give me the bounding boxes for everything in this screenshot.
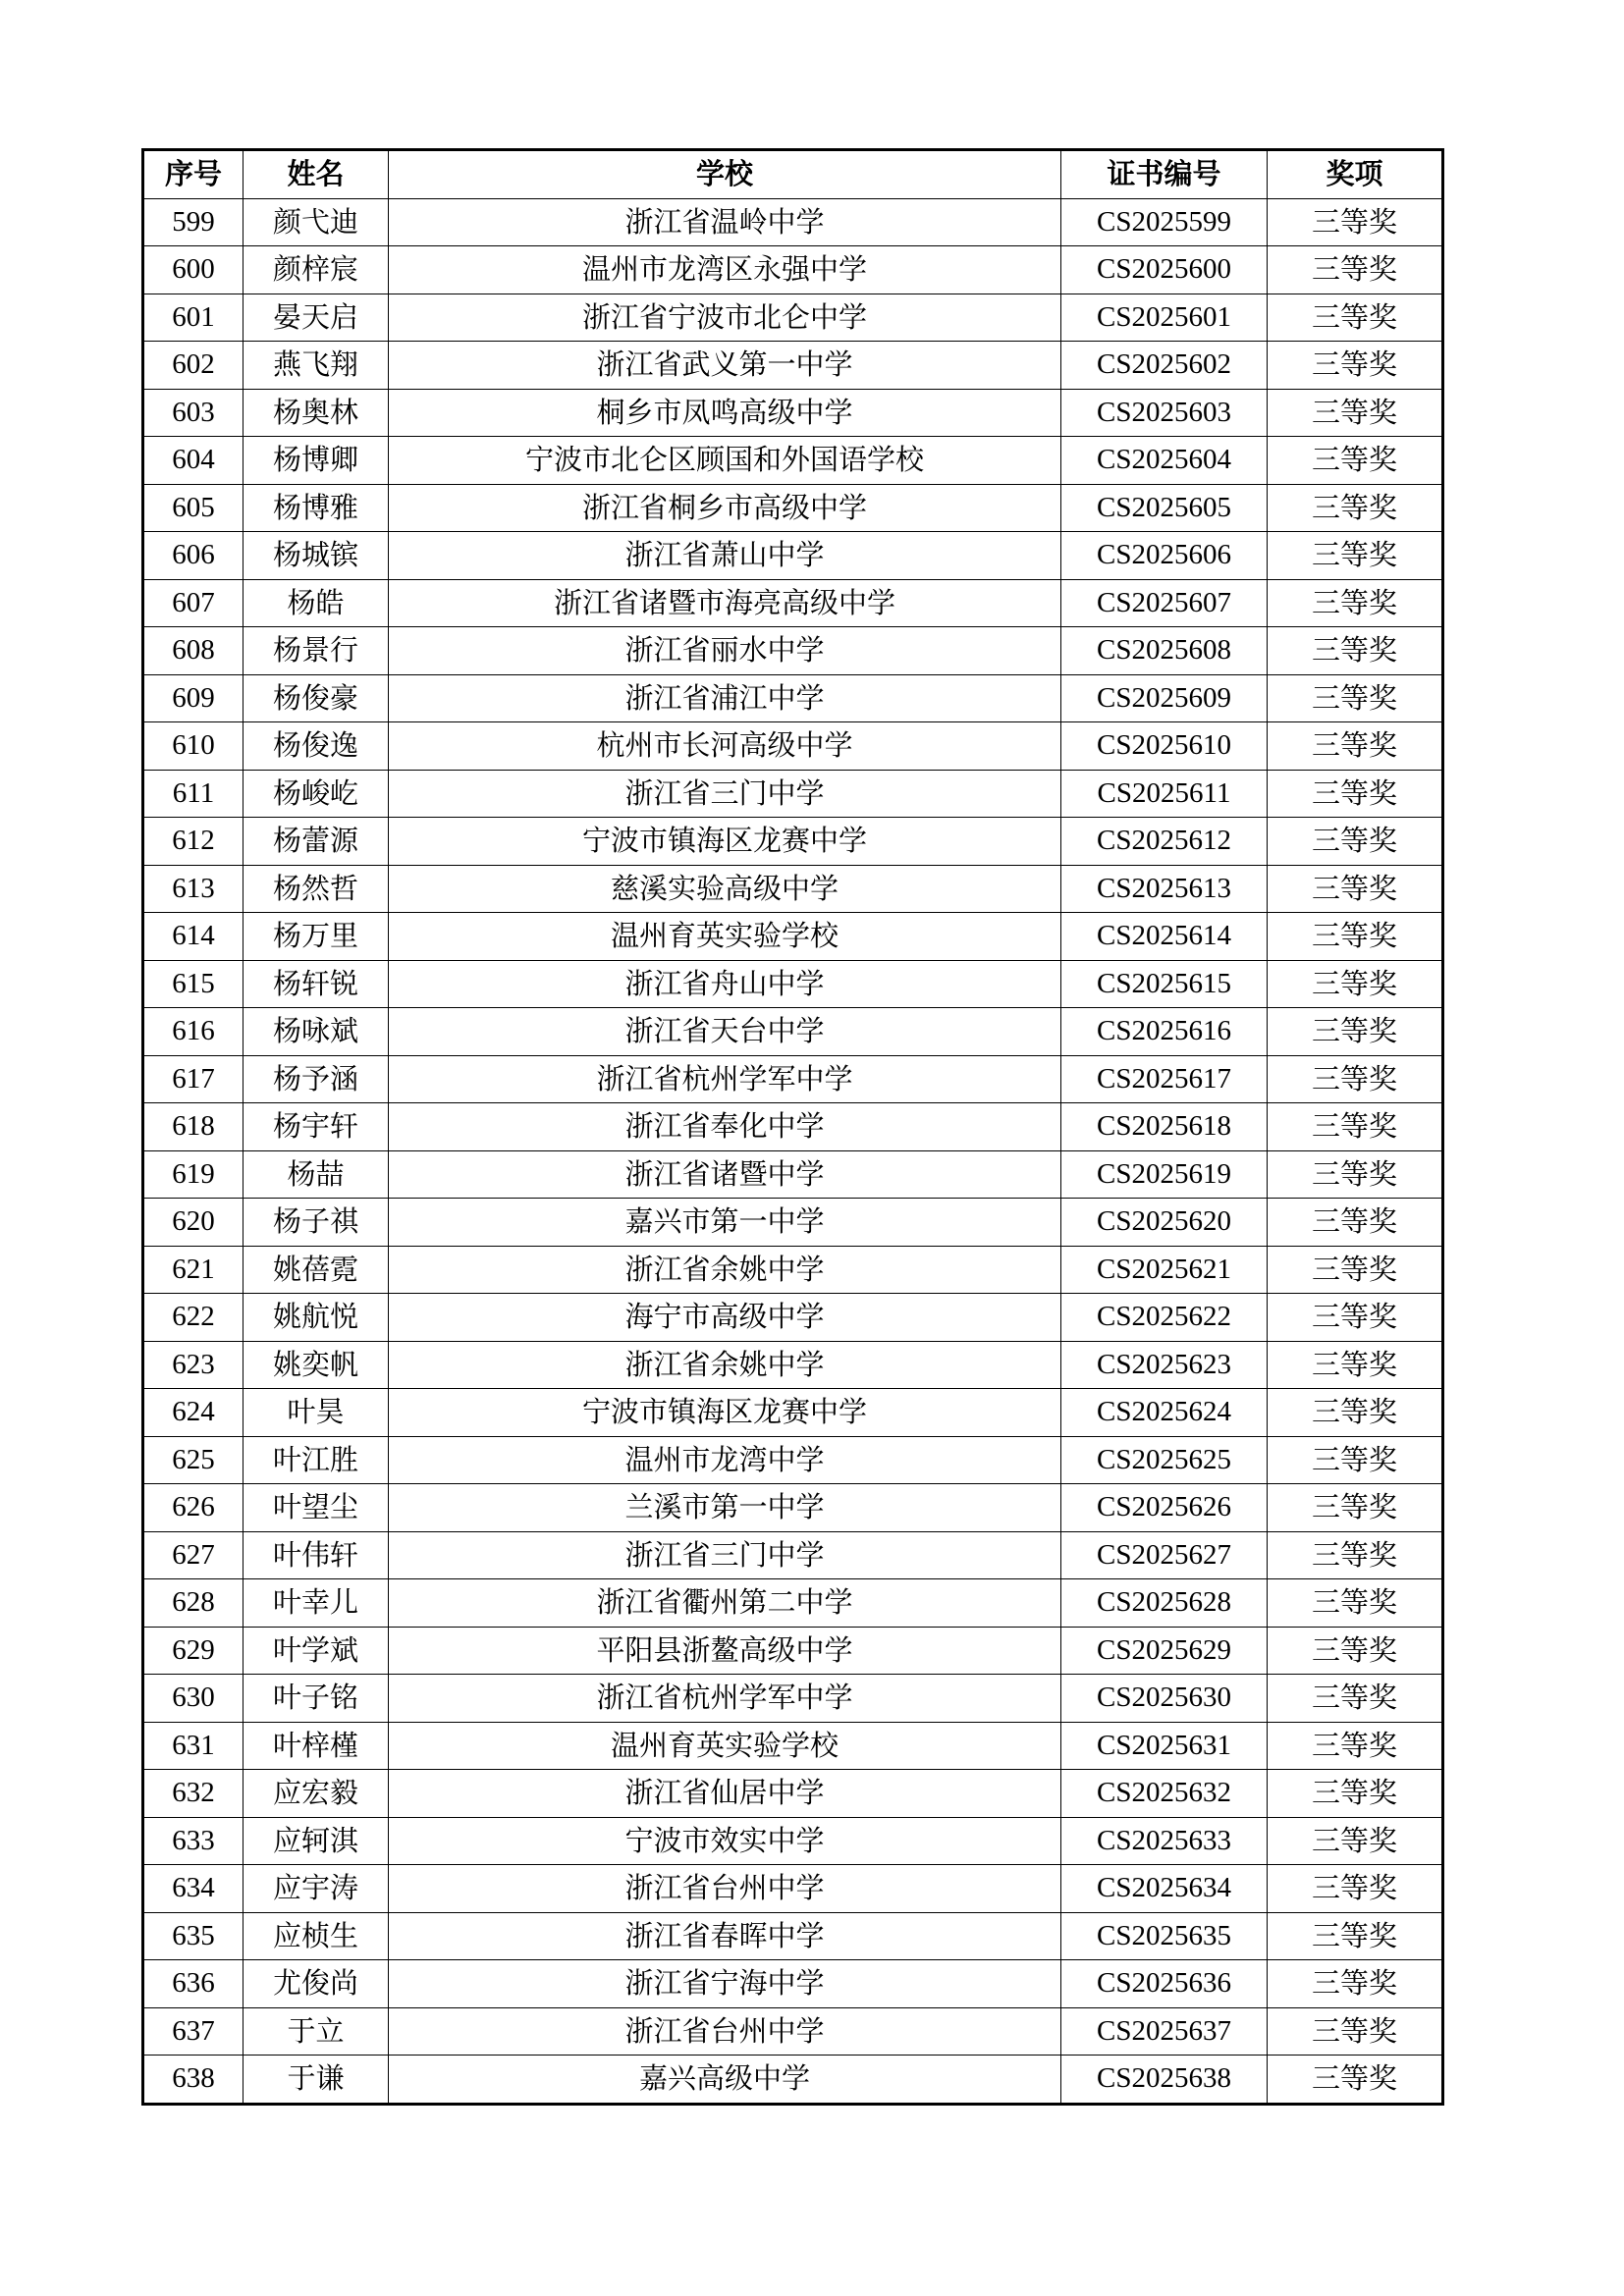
table-row xyxy=(143,532,1443,580)
table-row xyxy=(143,437,1443,485)
cell-name: 杨蕾源 xyxy=(244,818,389,866)
table-row xyxy=(143,1912,1443,1960)
cell-name: 杨万里 xyxy=(244,913,389,961)
table-row xyxy=(143,1150,1443,1199)
cell-school: 浙江省舟山中学 xyxy=(389,960,1061,1008)
cell-no: 606 xyxy=(143,532,244,580)
cell-school: 浙江省衢州第二中学 xyxy=(389,1579,1061,1628)
cell-no: 615 xyxy=(143,960,244,1008)
cell-cert: CS2025618 xyxy=(1061,1103,1268,1151)
table-row xyxy=(143,484,1443,532)
table-row xyxy=(143,1484,1443,1532)
cell-award: 三等奖 xyxy=(1268,1960,1443,2008)
cell-name: 杨博雅 xyxy=(244,484,389,532)
cell-award: 三等奖 xyxy=(1268,1294,1443,1342)
cell-school: 浙江省台州中学 xyxy=(389,2007,1061,2056)
table-row xyxy=(143,2056,1443,2105)
table-row xyxy=(143,1531,1443,1579)
cell-name: 叶幸儿 xyxy=(244,1579,389,1628)
cell-cert: CS2025623 xyxy=(1061,1341,1268,1389)
cell-cert: CS2025617 xyxy=(1061,1055,1268,1103)
cell-name: 姚蓓霓 xyxy=(244,1246,389,1294)
cell-name: 杨宇轩 xyxy=(244,1103,389,1151)
cell-name: 杨然哲 xyxy=(244,865,389,913)
cell-cert: CS2025612 xyxy=(1061,818,1268,866)
cell-cert: CS2025611 xyxy=(1061,770,1268,818)
cell-no: 636 xyxy=(143,1960,244,2008)
cell-no: 623 xyxy=(143,1341,244,1389)
cell-school: 浙江省桐乡市高级中学 xyxy=(389,484,1061,532)
cell-name: 应轲淇 xyxy=(244,1817,389,1865)
cell-cert: CS2025609 xyxy=(1061,674,1268,722)
cell-cert: CS2025630 xyxy=(1061,1675,1268,1723)
cell-cert: CS2025615 xyxy=(1061,960,1268,1008)
cell-no: 611 xyxy=(143,770,244,818)
cell-award: 三等奖 xyxy=(1268,722,1443,771)
cell-award: 三等奖 xyxy=(1268,960,1443,1008)
cell-award: 三等奖 xyxy=(1268,1627,1443,1675)
cell-school: 海宁市高级中学 xyxy=(389,1294,1061,1342)
cell-award: 三等奖 xyxy=(1268,1150,1443,1199)
cell-no: 626 xyxy=(143,1484,244,1532)
cell-no: 612 xyxy=(143,818,244,866)
table-header xyxy=(143,150,1443,199)
cell-school: 浙江省浦江中学 xyxy=(389,674,1061,722)
cell-award: 三等奖 xyxy=(1268,818,1443,866)
cell-school: 杭州市长河高级中学 xyxy=(389,722,1061,771)
cell-award: 三等奖 xyxy=(1268,1341,1443,1389)
cell-award: 三等奖 xyxy=(1268,2007,1443,2056)
cell-cert: CS2025619 xyxy=(1061,1150,1268,1199)
cell-no: 613 xyxy=(143,865,244,913)
cell-school: 浙江省天台中学 xyxy=(389,1008,1061,1056)
table-row xyxy=(143,1960,1443,2008)
cell-name: 叶昊 xyxy=(244,1389,389,1437)
cell-name: 晏天启 xyxy=(244,294,389,342)
cell-school: 嘉兴高级中学 xyxy=(389,2056,1061,2105)
cell-award: 三等奖 xyxy=(1268,342,1443,390)
cell-school: 浙江省宁波市北仑中学 xyxy=(389,294,1061,342)
cell-cert: CS2025627 xyxy=(1061,1531,1268,1579)
cell-cert: CS2025600 xyxy=(1061,246,1268,294)
cell-award: 三等奖 xyxy=(1268,198,1443,246)
cell-award: 三等奖 xyxy=(1268,1103,1443,1151)
table-row xyxy=(143,770,1443,818)
cell-award: 三等奖 xyxy=(1268,1008,1443,1056)
table-row xyxy=(143,913,1443,961)
cell-name: 颜弋迪 xyxy=(244,198,389,246)
table-row xyxy=(143,1817,1443,1865)
cell-award: 三等奖 xyxy=(1268,1055,1443,1103)
cell-cert: CS2025628 xyxy=(1061,1579,1268,1628)
table-row xyxy=(143,1436,1443,1484)
cell-school: 嘉兴市第一中学 xyxy=(389,1199,1061,1247)
cell-school: 温州市龙湾中学 xyxy=(389,1436,1061,1484)
cell-no: 616 xyxy=(143,1008,244,1056)
cell-name: 应桢生 xyxy=(244,1912,389,1960)
table-row xyxy=(143,2007,1443,2056)
cell-school: 浙江省萧山中学 xyxy=(389,532,1061,580)
cell-no: 607 xyxy=(143,579,244,627)
cell-no: 620 xyxy=(143,1199,244,1247)
cell-name: 于谦 xyxy=(244,2056,389,2105)
cell-no: 625 xyxy=(143,1436,244,1484)
cell-school: 浙江省春晖中学 xyxy=(389,1912,1061,1960)
cell-name: 杨景行 xyxy=(244,627,389,675)
cell-cert: CS2025638 xyxy=(1061,2056,1268,2105)
cell-name: 杨奥林 xyxy=(244,389,389,437)
table-row xyxy=(143,1246,1443,1294)
cell-cert: CS2025634 xyxy=(1061,1865,1268,1913)
cell-no: 610 xyxy=(143,722,244,771)
cell-school: 宁波市北仑区顾国和外国语学校 xyxy=(389,437,1061,485)
cell-cert: CS2025637 xyxy=(1061,2007,1268,2056)
cell-school: 桐乡市凤鸣高级中学 xyxy=(389,389,1061,437)
cell-school: 慈溪实验高级中学 xyxy=(389,865,1061,913)
cell-no: 624 xyxy=(143,1389,244,1437)
cell-no: 628 xyxy=(143,1579,244,1628)
cell-name: 杨咏斌 xyxy=(244,1008,389,1056)
cell-no: 631 xyxy=(143,1722,244,1770)
cell-cert: CS2025629 xyxy=(1061,1627,1268,1675)
cell-award: 三等奖 xyxy=(1268,1722,1443,1770)
cell-school: 宁波市镇海区龙赛中学 xyxy=(389,1389,1061,1437)
cell-award: 三等奖 xyxy=(1268,1865,1443,1913)
cell-no: 605 xyxy=(143,484,244,532)
cell-school: 浙江省温岭中学 xyxy=(389,198,1061,246)
cell-name: 应宏毅 xyxy=(244,1770,389,1818)
cell-award: 三等奖 xyxy=(1268,1770,1443,1818)
cell-school: 平阳县浙鳌高级中学 xyxy=(389,1627,1061,1675)
cell-no: 619 xyxy=(143,1150,244,1199)
cell-award: 三等奖 xyxy=(1268,1531,1443,1579)
table-body xyxy=(143,198,1443,2104)
header-no: 序号 xyxy=(143,150,244,199)
cell-cert: CS2025607 xyxy=(1061,579,1268,627)
cell-no: 618 xyxy=(143,1103,244,1151)
cell-cert: CS2025604 xyxy=(1061,437,1268,485)
cell-school: 浙江省余姚中学 xyxy=(389,1341,1061,1389)
cell-name: 叶伟轩 xyxy=(244,1531,389,1579)
cell-award: 三等奖 xyxy=(1268,1912,1443,1960)
cell-no: 622 xyxy=(143,1294,244,1342)
table-row xyxy=(143,1722,1443,1770)
cell-no: 634 xyxy=(143,1865,244,1913)
table-row xyxy=(143,627,1443,675)
cell-name: 杨予涵 xyxy=(244,1055,389,1103)
cell-cert: CS2025601 xyxy=(1061,294,1268,342)
cell-cert: CS2025616 xyxy=(1061,1008,1268,1056)
cell-name: 颜梓宸 xyxy=(244,246,389,294)
cell-name: 于立 xyxy=(244,2007,389,2056)
cell-cert: CS2025622 xyxy=(1061,1294,1268,1342)
cell-no: 637 xyxy=(143,2007,244,2056)
cell-no: 635 xyxy=(143,1912,244,1960)
cell-name: 杨俊豪 xyxy=(244,674,389,722)
cell-no: 629 xyxy=(143,1627,244,1675)
cell-no: 630 xyxy=(143,1675,244,1723)
cell-cert: CS2025610 xyxy=(1061,722,1268,771)
cell-award: 三等奖 xyxy=(1268,1246,1443,1294)
cell-no: 601 xyxy=(143,294,244,342)
cell-no: 604 xyxy=(143,437,244,485)
cell-name: 燕飞翔 xyxy=(244,342,389,390)
cell-no: 614 xyxy=(143,913,244,961)
cell-cert: CS2025602 xyxy=(1061,342,1268,390)
cell-school: 浙江省三门中学 xyxy=(389,770,1061,818)
cell-name: 杨博卿 xyxy=(244,437,389,485)
header-award: 奖项 xyxy=(1268,150,1443,199)
table-row xyxy=(143,579,1443,627)
table-row xyxy=(143,1055,1443,1103)
table-row xyxy=(143,1008,1443,1056)
cell-award: 三等奖 xyxy=(1268,674,1443,722)
cell-name: 姚航悦 xyxy=(244,1294,389,1342)
cell-award: 三等奖 xyxy=(1268,770,1443,818)
cell-no: 600 xyxy=(143,246,244,294)
cell-award: 三等奖 xyxy=(1268,437,1443,485)
table-row xyxy=(143,1865,1443,1913)
cell-name: 杨轩锐 xyxy=(244,960,389,1008)
cell-school: 宁波市镇海区龙赛中学 xyxy=(389,818,1061,866)
cell-school: 温州育英实验学校 xyxy=(389,913,1061,961)
cell-cert: CS2025633 xyxy=(1061,1817,1268,1865)
cell-cert: CS2025613 xyxy=(1061,865,1268,913)
awards-table xyxy=(141,148,1444,2106)
cell-no: 633 xyxy=(143,1817,244,1865)
cell-award: 三等奖 xyxy=(1268,579,1443,627)
cell-name: 杨喆 xyxy=(244,1150,389,1199)
cell-school: 浙江省余姚中学 xyxy=(389,1246,1061,1294)
header-row xyxy=(143,150,1443,199)
cell-award: 三等奖 xyxy=(1268,1675,1443,1723)
cell-no: 627 xyxy=(143,1531,244,1579)
cell-cert: CS2025624 xyxy=(1061,1389,1268,1437)
cell-award: 三等奖 xyxy=(1268,1484,1443,1532)
cell-name: 叶梓槿 xyxy=(244,1722,389,1770)
cell-cert: CS2025606 xyxy=(1061,532,1268,580)
table-row xyxy=(143,1294,1443,1342)
table-row xyxy=(143,294,1443,342)
table-row xyxy=(143,246,1443,294)
cell-cert: CS2025614 xyxy=(1061,913,1268,961)
table-row xyxy=(143,1389,1443,1437)
cell-school: 温州育英实验学校 xyxy=(389,1722,1061,1770)
cell-school: 浙江省仙居中学 xyxy=(389,1770,1061,1818)
cell-award: 三等奖 xyxy=(1268,865,1443,913)
cell-school: 浙江省武义第一中学 xyxy=(389,342,1061,390)
cell-school: 浙江省杭州学军中学 xyxy=(389,1675,1061,1723)
cell-cert: CS2025626 xyxy=(1061,1484,1268,1532)
cell-award: 三等奖 xyxy=(1268,1199,1443,1247)
cell-cert: CS2025605 xyxy=(1061,484,1268,532)
cell-no: 602 xyxy=(143,342,244,390)
cell-cert: CS2025625 xyxy=(1061,1436,1268,1484)
cell-school: 温州市龙湾区永强中学 xyxy=(389,246,1061,294)
table-row xyxy=(143,1341,1443,1389)
cell-cert: CS2025599 xyxy=(1061,198,1268,246)
cell-name: 叶江胜 xyxy=(244,1436,389,1484)
cell-cert: CS2025620 xyxy=(1061,1199,1268,1247)
cell-cert: CS2025635 xyxy=(1061,1912,1268,1960)
cell-no: 608 xyxy=(143,627,244,675)
cell-school: 浙江省诸暨市海亮高级中学 xyxy=(389,579,1061,627)
cell-no: 632 xyxy=(143,1770,244,1818)
table-row xyxy=(143,1199,1443,1247)
cell-name: 叶学斌 xyxy=(244,1627,389,1675)
table-row xyxy=(143,1103,1443,1151)
cell-award: 三等奖 xyxy=(1268,389,1443,437)
cell-cert: CS2025621 xyxy=(1061,1246,1268,1294)
cell-school: 浙江省奉化中学 xyxy=(389,1103,1061,1151)
cell-name: 杨峻屹 xyxy=(244,770,389,818)
cell-no: 617 xyxy=(143,1055,244,1103)
table-row xyxy=(143,960,1443,1008)
table-row xyxy=(143,818,1443,866)
table-row xyxy=(143,389,1443,437)
cell-name: 杨城镔 xyxy=(244,532,389,580)
cell-name: 姚奕帆 xyxy=(244,1341,389,1389)
table-row xyxy=(143,722,1443,771)
cell-award: 三等奖 xyxy=(1268,627,1443,675)
cell-cert: CS2025631 xyxy=(1061,1722,1268,1770)
cell-school: 宁波市效实中学 xyxy=(389,1817,1061,1865)
cell-award: 三等奖 xyxy=(1268,913,1443,961)
header-cert: 证书编号 xyxy=(1061,150,1268,199)
cell-no: 599 xyxy=(143,198,244,246)
cell-cert: CS2025632 xyxy=(1061,1770,1268,1818)
cell-school: 浙江省台州中学 xyxy=(389,1865,1061,1913)
cell-name: 杨俊逸 xyxy=(244,722,389,771)
cell-school: 浙江省诸暨中学 xyxy=(389,1150,1061,1199)
table-row xyxy=(143,1770,1443,1818)
cell-award: 三等奖 xyxy=(1268,2056,1443,2105)
cell-award: 三等奖 xyxy=(1268,1817,1443,1865)
table-row xyxy=(143,674,1443,722)
table-row xyxy=(143,1579,1443,1628)
cell-cert: CS2025636 xyxy=(1061,1960,1268,2008)
cell-name: 杨皓 xyxy=(244,579,389,627)
table-row xyxy=(143,1627,1443,1675)
cell-award: 三等奖 xyxy=(1268,294,1443,342)
cell-no: 609 xyxy=(143,674,244,722)
cell-school: 浙江省杭州学军中学 xyxy=(389,1055,1061,1103)
cell-school: 浙江省宁海中学 xyxy=(389,1960,1061,2008)
cell-no: 603 xyxy=(143,389,244,437)
cell-award: 三等奖 xyxy=(1268,246,1443,294)
cell-name: 应宇涛 xyxy=(244,1865,389,1913)
table-row xyxy=(143,865,1443,913)
cell-no: 621 xyxy=(143,1246,244,1294)
cell-award: 三等奖 xyxy=(1268,1579,1443,1628)
cell-name: 杨子祺 xyxy=(244,1199,389,1247)
cell-award: 三等奖 xyxy=(1268,532,1443,580)
cell-school: 兰溪市第一中学 xyxy=(389,1484,1061,1532)
cell-award: 三等奖 xyxy=(1268,1389,1443,1437)
cell-name: 叶子铭 xyxy=(244,1675,389,1723)
table-row xyxy=(143,342,1443,390)
cell-cert: CS2025608 xyxy=(1061,627,1268,675)
cell-school: 浙江省丽水中学 xyxy=(389,627,1061,675)
cell-school: 浙江省三门中学 xyxy=(389,1531,1061,1579)
table-row xyxy=(143,198,1443,246)
cell-no: 638 xyxy=(143,2056,244,2105)
table-row xyxy=(143,1675,1443,1723)
cell-award: 三等奖 xyxy=(1268,484,1443,532)
header-school: 学校 xyxy=(389,150,1061,199)
cell-cert: CS2025603 xyxy=(1061,389,1268,437)
cell-award: 三等奖 xyxy=(1268,1436,1443,1484)
cell-name: 尤俊尚 xyxy=(244,1960,389,2008)
header-name: 姓名 xyxy=(244,150,389,199)
cell-name: 叶望尘 xyxy=(244,1484,389,1532)
